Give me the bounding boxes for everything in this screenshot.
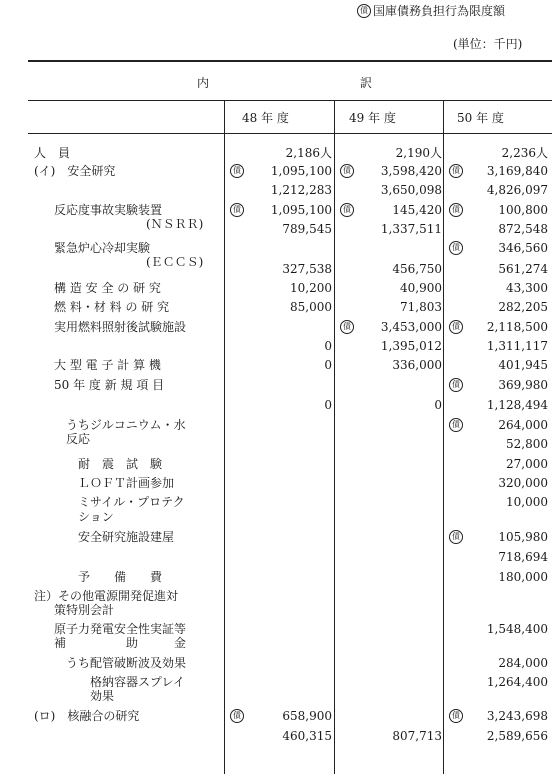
debt-mark-icon: 債 (340, 320, 354, 334)
cell-50: 369,980 (498, 378, 548, 392)
cell-50: 2,236人 (501, 146, 548, 160)
debt-mark-icon: 債 (230, 709, 244, 723)
debt-mark-icon: 債 (449, 241, 463, 255)
note-label-cont: 策特別会計 (54, 603, 115, 617)
cell-50: 284,000 (498, 656, 548, 670)
cell-48: 10,200 (290, 281, 332, 295)
row-label-fuel-materials: 燃 料・材 料 の 研 究 (54, 300, 170, 314)
row-label-missile: ミサイル・プロテク (78, 495, 185, 509)
year-header-48: 48 年 度 (242, 111, 289, 125)
cell-49: 336,000 (392, 358, 442, 372)
row-label-eccs-abbr: (ＥＣＣＳ) (146, 255, 204, 269)
row-label-fusion-research: (ロ) 核融合の研究 (34, 709, 140, 723)
cell-50: 52,800 (506, 437, 548, 451)
cell-49: 3,650,098 (380, 183, 442, 197)
cell-49: 0 (434, 398, 442, 412)
cell-48: 0 (324, 358, 332, 372)
cell-48: 1,212,283 (270, 183, 332, 197)
cell-50: 718,694 (498, 550, 548, 564)
row-label-safety-research: (イ) 安全研究 (34, 164, 116, 178)
debt-mark-icon: 債 (449, 378, 463, 392)
row-label-computer: 大 型 電 子 計 算 機 (54, 358, 161, 372)
cell-50: 3,169,840 (486, 164, 548, 178)
cell-49: 40,900 (400, 281, 442, 295)
row-label-new-items: 50 年 度 新 規 項 目 (54, 378, 165, 392)
cell-50: 561,274 (498, 262, 548, 276)
cell-50: 2,589,656 (486, 729, 548, 743)
note-label: 注）その他電源開発促進対 (34, 589, 179, 603)
row-label-missile-cont: ション (78, 510, 114, 524)
cell-50: 10,000 (506, 495, 548, 509)
row-label-reserve: 予 備 費 (78, 570, 163, 584)
row-label-post-irradiation: 実用燃料照射後試験施設 (54, 320, 187, 334)
cell-50: 1,311,117 (486, 339, 548, 353)
cell-48: 85,000 (290, 300, 332, 314)
row-label-demo-subsidy-cont: 補 助 金 (54, 636, 187, 650)
cell-49: 456,750 (392, 262, 442, 276)
cell-48: 789,545 (282, 222, 332, 236)
debt-limit-mark-icon: 債 (357, 4, 371, 18)
row-label-structural-safety: 構 造 安 全 の 研 究 (54, 281, 161, 295)
top-rule (28, 60, 552, 62)
row-label-facility-building: 安全研究施設建屋 (78, 530, 175, 544)
row-label-eccs: 緊急炉心冷却実験 (54, 241, 151, 255)
debt-mark-icon: 債 (449, 203, 463, 217)
row-label-nsrr: 反応度事故実験装置 (54, 203, 163, 217)
column-label-wake: 訳 (360, 76, 373, 90)
year-header-rule (28, 133, 552, 134)
row-label-staff: 人 員 (34, 146, 71, 160)
cell-50: 1,264,400 (486, 675, 548, 689)
cell-49: 807,713 (392, 729, 442, 743)
cell-48: 460,315 (282, 729, 332, 743)
cell-50: 100,800 (498, 203, 548, 217)
cell-50: 2,118,500 (486, 320, 548, 334)
year-header-49: 49 年 度 (349, 111, 396, 125)
cell-49: 71,803 (400, 300, 442, 314)
cell-50: 1,128,494 (486, 398, 548, 412)
column-divider-1 (224, 100, 225, 774)
cell-50: 4,826,097 (486, 183, 548, 197)
cell-50: 1,548,400 (486, 622, 548, 636)
cell-50: 872,548 (498, 222, 548, 236)
debt-mark-icon: 債 (449, 530, 463, 544)
debt-mark-icon: 債 (449, 418, 463, 432)
cell-49: 3,453,000 (380, 320, 442, 334)
column-label-uchi: 内 (197, 76, 210, 90)
debt-mark-icon: 債 (230, 203, 244, 217)
cell-50: 180,000 (498, 570, 548, 584)
row-label-zirconium: うちジルコニウム・水 (66, 418, 186, 432)
cell-49: 1,395,012 (380, 339, 442, 353)
cell-48: 1,095,100 (270, 203, 332, 217)
row-label-nsrr-abbr: (ＮＳＲＲ) (146, 217, 204, 231)
row-label-seismic: 耐 震 試 験 (78, 457, 163, 471)
cell-50: 43,300 (506, 281, 548, 295)
cell-50: 3,243,698 (486, 709, 548, 723)
header-note: 国庫債務負担行為限度額 (373, 4, 506, 18)
cell-48: 658,900 (282, 709, 332, 723)
unit-label: (単位：千円) (453, 37, 523, 51)
cell-50: 320,000 (498, 476, 548, 490)
cell-50: 27,000 (506, 457, 548, 471)
row-label-containment-spray: 格納容器スプレイ (90, 675, 185, 689)
debt-mark-icon: 債 (340, 203, 354, 217)
row-label-containment-spray-cont: 効果 (90, 689, 115, 703)
year-header-50: 50 年 度 (457, 111, 504, 125)
cell-50: 282,205 (498, 300, 548, 314)
cell-49: 3,598,420 (380, 164, 442, 178)
debt-mark-icon: 債 (449, 164, 463, 178)
header-rule (28, 100, 552, 101)
debt-mark-icon: 債 (340, 164, 354, 178)
cell-48: 0 (324, 398, 332, 412)
cell-49: 2,190人 (395, 146, 442, 160)
column-divider-3 (443, 100, 444, 774)
cell-50: 346,560 (498, 241, 548, 255)
debt-mark-icon: 債 (449, 709, 463, 723)
cell-49: 145,420 (392, 203, 442, 217)
debt-mark-icon: 債 (230, 164, 244, 178)
cell-48: 0 (324, 339, 332, 353)
cell-50: 264,000 (498, 418, 548, 432)
cell-50: 401,945 (498, 358, 548, 372)
cell-48: 1,095,100 (270, 164, 332, 178)
debt-mark-icon: 債 (449, 320, 463, 334)
row-label-zirconium-cont: 反応 (66, 432, 91, 446)
cell-50: 105,980 (498, 530, 548, 544)
row-label-loft: ＬＯＦＴ計画参加 (78, 476, 175, 490)
column-divider-2 (334, 100, 335, 774)
cell-48: 327,538 (282, 262, 332, 276)
cell-49: 1,337,511 (380, 222, 442, 236)
row-label-pipe-break: うち配管破断波及効果 (66, 656, 187, 670)
row-label-demo-subsidy: 原子力発電安全性実証等 (54, 622, 187, 636)
cell-48: 2,186人 (285, 146, 332, 160)
